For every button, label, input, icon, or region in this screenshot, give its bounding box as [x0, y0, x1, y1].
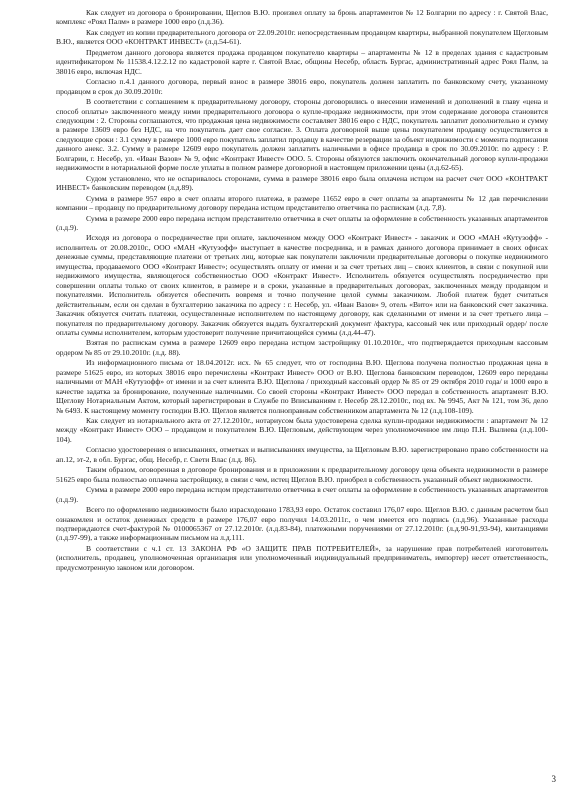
paragraph-6: Судом установлено, что не оспаривалось сторонами, сумма в размере 38016 евро была оплачена истцом на расчет счет ООО «КОНТРАКТ ИНВЕСТ» банковским переводом (л.д.89). — [56, 173, 548, 193]
paragraph-14: Таким образом, оговоренная в договоре бронирования и в приложении к предварительному договору цена объекта недвижимости в размере 51625 евро была полностью оплачена застройщику, в связи с чем, истец Щеглов В.Ю. приобрел в собственность указанный объект недвижимости. — [56, 465, 548, 484]
paragraph-2: Как следует из копии предварительного договора от 22.09.2010г. непосредственным продавцом квартиры, выбранной покупателем Щегловым В.Ю., является ООО «КОНТРАКТ ИНВЕСТ» (л.д.54-61). — [56, 27, 548, 47]
paragraph-9: Исходя из договора о посредничестве при оплате, заключенном между ООО «Контракт Инвест» - заказчик и ООО «МАН «Кутузофф» - исполнитель от 20.08.2010г., ООО «МАН «Кутузофф» выступает в качестве посредника, и в рамках данного договора принимает в своих офисах денежные суммы, представляющие платежи от третьих лиц, которые как покупатели заключили предварительные договоры о покупке недвижимого имущества, продаваемого ООО «Контракт Инвест»; осуществлять оплату от имени и за счет третьих лиц – своих клиентов, в связи с покупной или недвижимого имущества, являющегося собственностью ООО «Контракт Инвест». Исполнитель обязуется осуществлять посредничество при совершении оплаты только от своих клиентов, в размере и в сроки, указанные в предварительных договорах, заключенных между продавцом и покупателями. Исполнитель обязуется обеспечить вовремя и точно получение целой суммы заказчиком. Любой платеж будет считаться действительным, если он сделан в бухгалтерию заказчика по адресу : г. Несебр, ул. «Иван Вазов» 9, отель «Вито» или на банковский счет заказчика. Заказчик обязуется считать платежи, осуществленные исполнителем по настоящему договору, как сделанными от имени и за счет третьего лица – покупателя по предварительному договору. Заказчик обязуется выдать бухгалтерский документ /фактура, кассовый чек или приходный ордер/ после оплаты суммы исполнителем, которым удостоверит получение причитающейся суммы (л.д.44-47). — [56, 233, 548, 337]
paragraph-10: Взятая по распискам сумма в размере 12609 евро передана истцом застройщику 01.10.2010г., что подтверждается приходным кассовым ордером № 85 от 29.10.2010г. (л.д. 88). — [56, 338, 548, 357]
paragraph-4: Согласно п.4.1 данного договора, первый взнос в размере 38016 евро, покупатель должен заплатить по банковскому счету, указанному продавцом в срок до 30.09.2010г. — [56, 77, 548, 96]
paragraph-16: Всего по оформлению недвижимости было израсходовано 1783,93 евро. Остаток составил 176,07 евро. Щеглов В.Ю. с данным расчетом был ознакомлен и остаток денежных средств в размере 176,07 евро получил 14.03.2011г., о чем имеется его подпись (л.д.96). Указанные расходы подтверждаются счет-фактурой № 0100065367 от 27.12.2010г. (л.д.83-84), платежными поручениями от 27.12.2010г. (л.д.90-91,93-94), квитанциями (л.д.97-99), а также информационным письмом на л.д.111. — [56, 505, 548, 543]
paragraph-12: Как следует из нотариального акта от 27.12.2010г., нотариусом была удостоверена сделка купли-продажи недвижимости : апартамент № 12 между «Контракт Инвест» ООО – продавцом и покупателем В.Ю. Щегловым, действующем через уполномоченное им лицо П.Н. Вылиева (л.д.100-104). — [56, 416, 548, 444]
paragraph-1: Как следует из договора о бронировании, Щеглов В.Ю. произвел оплату за бронь апартаментов № 12 Болгарии по адресу : г. Святой Влас, комплекс «Роял Палм» в размере 1000 евро (л.д.36). — [56, 8, 548, 27]
paragraph-7: Сумма в размере 957 евро в счет оплаты второго платежа, в размере 11652 евро в счет оплаты за апартаменты № 12 дав перечислении компании – продавцу по предварительному договору передана истцом представителю ответчика по распискам (л.д. 7,8). — [56, 193, 548, 213]
page-number: 3 — [551, 774, 556, 784]
paragraph-13: Согласно удостоверения о вписываниях, отметках и выписываниях имущества, за Щегловым В.Ю. зарегистрировано право собственности на ап.12, эт-2, в обл. Бургас, общ. Несебр, г. Свети Влас (л.д. 86). — [56, 445, 548, 464]
document-body — [56, 8, 548, 572]
paragraph-5: В соответствии с соглашением к предварительному договору, стороны договорились о внесении изменений и дополнений в главу «цена и способ оплаты» заключенного между ними предварительного договора о купле-продаже недвижимости, при этом содержание договора становится следующим : 2. Стороны соглашаются, что продажная цена недвижимости составляет 38016 евро с НДС, покупатель заплатит дополнительно и сумму в размере 13609 евро без НДС, на что покупатель дает свое согласие. 3. Оплата договорной выше цены покупателем продавцу осуществляется в следующие сроки : 3.1 сумму в размере 1000 евро покупатель заплатил продавцу в качестве резервации за объект недвижимости с момента подписания данного анекс. 3.2. Сумму в размере 12609 евро покупатель должен заплатить наличными в офисе продавца в срок по 30.09.2010г. по адресу : Р. Болгарии, г. Несебр, ул. «Иван Вазов» № 9, офис «Контракт Инвест» ООО. 5. Стороны обязуются заключить окончательный договор купли-продажи недвижимости в нотариальной форме после уплаты в полном размере договорной в настоящем приложении цены (л.д.62-65). — [56, 97, 548, 173]
paragraph-11: Из информационного письма от 18.04.2012г. исх. № 65 следует, что от господина В.Ю. Щеглова получена полностью продажная цена в размере 51625 евро, из которых 38016 евро перечислены «Контракт Инвест» ООО от В.Ю. Щеглова банковским переводом, 12609 евро переданы наличными от МАН «Кутузофф» от имени и за счет клиента В.Ю. Щеглова / приходный кассовый ордер № 85 от 29 октября 2010 года/ и 1000 евро в качестве задатка за бронирование, полученные наличными. Со своей стороны «Контракт Инвест» ООО передал в собственность апартамент В.Ю. Щеглову Нотариальным Актом, который зарегистрирован в Службе по Вписываниям г. Несебр 28.12.2010г., под вх. № 9945, Акт № 121, том 36, дело № 6493. К настоящему моменту господин В.Ю. Щеглов является полноправным собственником апартамента № 12 (л.д.108-109). — [56, 358, 548, 415]
paragraph-17: В соответствии с ч.1 ст. 13 ЗАКОНА РФ «О ЗАЩИТЕ ПРАВ ПОТРЕБИТЕЛЕЙ», за нарушение прав потребителей изготовитель (исполнитель, продавец, уполномоченная организация или уполномоченный индивидуальный предприниматель, импортер) несет ответственность, предусмотренную законом или договором. — [56, 543, 548, 572]
paragraph-3: Предметом данного договора является продажа продавцом покупателю квартиры – апартаменты № 12 в пределах здания с кадастровым идентификатором № 11538.4.12.2.12 по кадастровой карте г. Святой Влас, общины Несебр, область Бургас, административный адрес Роял Палм, за 38016 евро, включая НДС. — [56, 47, 548, 76]
paragraph-8: Сумма в размере 2000 евро передана истцом представителю ответчика в счет оплаты за оформление в собственность указанных апартаментов (л.д.9). — [56, 213, 548, 232]
paragraph-15: Сумма в размере 2000 евро передана истцом представителю ответчика в счет оплаты за оформление в собственность указанных апартаментов (л.д.9). — [56, 485, 548, 504]
